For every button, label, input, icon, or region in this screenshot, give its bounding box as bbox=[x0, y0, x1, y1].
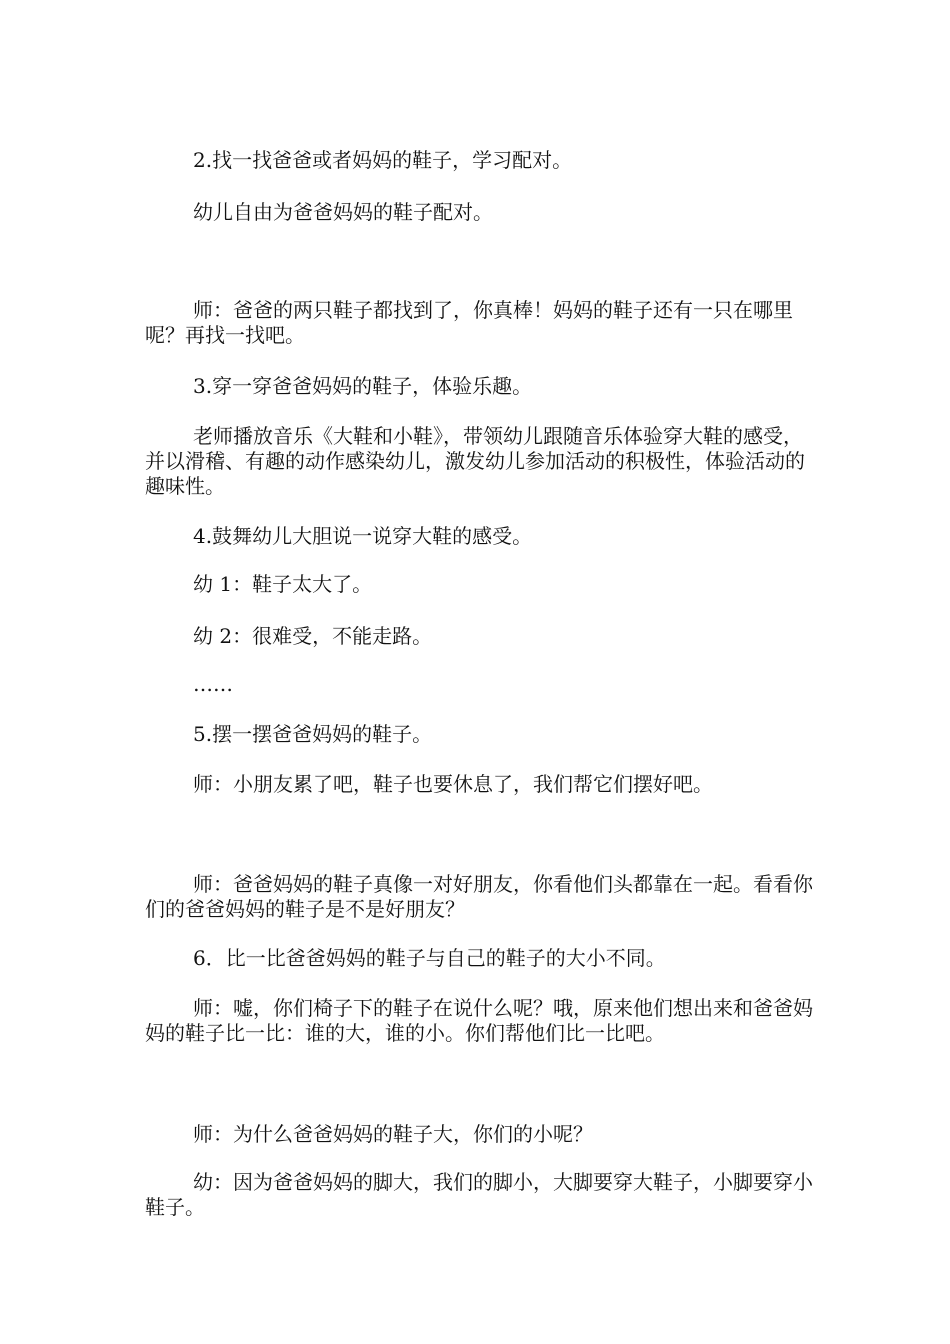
paragraph-step-4: 4.鼓舞幼儿大胆说一说穿大鞋的感受。 bbox=[193, 524, 533, 548]
paragraph-teacher-rest: 师：小朋友累了吧，鞋子也要休息了，我们帮它们摆好吧。 bbox=[193, 772, 713, 796]
paragraph-pairing: 幼儿自由为爸爸妈妈的鞋子配对。 bbox=[193, 200, 493, 224]
paragraph-child-1: 幼 1：鞋子太大了。 bbox=[193, 572, 373, 596]
paragraph-child-answer: 幼：因为爸爸妈妈的脚大，我们的脚小，大脚要穿大鞋子，小脚要穿小鞋子。 bbox=[145, 1170, 813, 1219]
paragraph-step-2: 2.找一找爸爸或者妈妈的鞋子，学习配对。 bbox=[193, 148, 573, 172]
paragraph-ellipsis: …… bbox=[193, 672, 233, 696]
paragraph-teacher-why: 师：为什么爸爸妈妈的鞋子大，你们的小呢？ bbox=[193, 1122, 593, 1146]
paragraph-step-5: 5.摆一摆爸爸妈妈的鞋子。 bbox=[193, 722, 433, 746]
paragraph-teacher-friends: 师：爸爸妈妈的鞋子真像一对好朋友，你看他们头都靠在一起。看看你们的爸爸妈妈的鞋子是不是好朋友？ bbox=[145, 872, 813, 921]
paragraph-step-3: 3.穿一穿爸爸妈妈的鞋子，体验乐趣。 bbox=[193, 374, 533, 398]
paragraph-child-2: 幼 2：很难受，不能走路。 bbox=[193, 624, 433, 648]
paragraph-step-6: 6．比一比爸爸妈妈的鞋子与自己的鞋子的大小不同。 bbox=[193, 946, 666, 970]
paragraph-teacher-find: 师：爸爸的两只鞋子都找到了，你真棒！妈妈的鞋子还有一只在哪里呢？再找一找吧。 bbox=[145, 298, 793, 347]
paragraph-music: 老师播放音乐《大鞋和小鞋》，带领幼儿跟随音乐体验穿大鞋的感受，并以滑稽、有趣的动作感染幼儿，激发幼儿参加活动的积极性，体验活动的趣味性。 bbox=[145, 424, 805, 498]
paragraph-teacher-compare: 师：嘘，你们椅子下的鞋子在说什么呢？哦，原来他们想出来和爸爸妈妈的鞋子比一比：谁的大，谁的小。你们帮他们比一比吧。 bbox=[145, 996, 813, 1045]
